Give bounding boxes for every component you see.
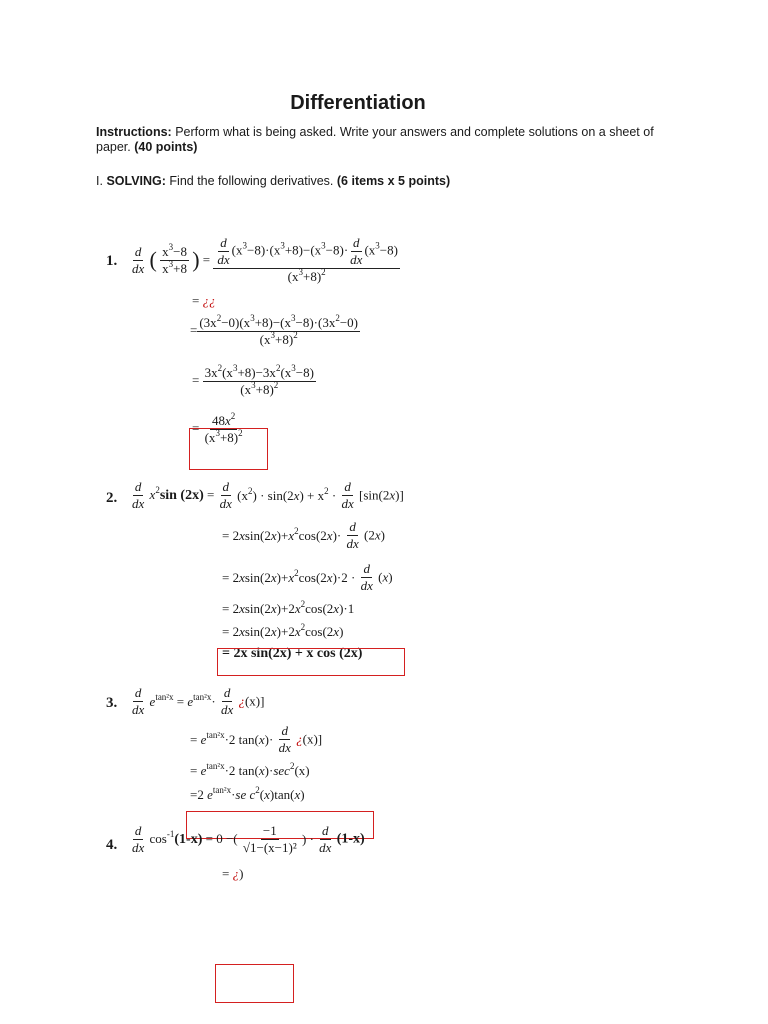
problem-1-expression: $\frac{d}{dx}$ ( $\frac{x^3-8}{x^3+8}$ ) = $\frac{d}{dx}$ $(x^3-8)\cdot(x^3+8)-(x^3-8)\cdot$ $\frac{d}{dx}$ $(x^3-8)$ $(x^3+8)^2$ — [132, 235, 398, 284]
problem-3-step-2: = $e^{tan^2x}\cdot 2$ $\tan(x)\cdot\sec^2(x)$ — [190, 761, 310, 778]
problem-3-answer: =2 $e^{tan^2x}\cdot se$ $c^2(x)\tan(x)$ — [190, 785, 305, 802]
problem-4-number: 4. — [106, 837, 118, 853]
problem-2-step-2: = $2xsin(2x)+x^2\cos(2x)\cdot 2$ · $\frac{d}{dx}$ (x) — [222, 561, 393, 593]
page-title: Differentiation — [290, 92, 426, 114]
problem-1-number: 1. — [106, 253, 118, 269]
section-heading — [96, 174, 450, 188]
problem-1-step-1: = ¿¿ — [192, 293, 216, 308]
answer-box-2 — [217, 648, 405, 676]
instructions — [96, 125, 671, 155]
problem-4-expression: $\frac{d}{dx}$ $\cos^{-1}(1-x) = 0$ −( $\frac{-1}{\text{√1−(x−1)²}}$ ) · $\frac{d}{dx}$ (1-x) — [132, 823, 365, 855]
problem-2-step-3: = $2xsin(2x)+2x^2\cos(2x)\cdot 1$ — [222, 599, 355, 616]
problem-1-answer: = $\frac{48x^2}{(x^3+8)^2}$ — [192, 411, 243, 445]
problem-4-step-1: = ¿) — [222, 866, 244, 881]
problem-3-step-1: = $e^{tan^2x}\cdot 2$ tan(x)· $\frac{d}{dx}$ ¿(x)] — [190, 723, 323, 755]
answer-box-4 — [215, 964, 294, 1003]
instructions-label: Instructions: — [96, 125, 172, 139]
problem-1-step-3: = $\frac{3x^2(x^3+8)-3x^2(x^3-8)}{(x^3+8)^2}$ — [192, 363, 314, 397]
problem-2-expression: $\frac{d}{dx}$ $x^2\sin$ (2x) = $\frac{d}{dx}$ $(x^2) \cdot \sin(2x) + x^2$ · $\frac{d}{dx}$ [sin(2x)] — [132, 479, 404, 511]
section-text: Find the following derivatives. — [169, 174, 334, 188]
problem-2-step-1: = $2xsin(2x)+x^2\cos(2x)\cdot$ $\frac{d}{dx}$ (2x) — [222, 519, 385, 551]
problem-3-expression: $\frac{d}{dx}$ $e^{tan^2x} = e^{tan^2x}\cdot$ $\frac{d}{dx}$ ¿(x)] — [132, 685, 265, 717]
problem-1-step-2: = $\frac{(3x^2-0)(x^3+8)-(x^3-8)\cdot(3x^2-0)}{(x^3+8)^2}$ — [190, 313, 359, 347]
section-roman: I. — [96, 174, 103, 188]
placeholder-q4: ¿ — [232, 866, 240, 881]
answer-box-1 — [189, 428, 268, 470]
placeholder-q3: ¿ — [238, 693, 245, 709]
problem-2-number: 2. — [106, 490, 118, 506]
problem-2-step-4: = $2xsin(2x)+2x^2\cos(2x)$ — [222, 622, 344, 639]
placeholder-q1: ¿¿ — [202, 293, 216, 308]
instructions-text: Perform what is being asked. Write your answers and complete solutions on a sheet of paper. — [96, 125, 654, 154]
section-label: SOLVING: — [106, 174, 166, 188]
section-points: (6 items x 5 points) — [336, 174, 451, 188]
instructions-points: (40 points) — [134, 140, 198, 154]
problem-2-answer: = 2x sin(2x) + x cos (2x) — [222, 646, 363, 661]
problem-3-number: 3. — [106, 695, 118, 711]
